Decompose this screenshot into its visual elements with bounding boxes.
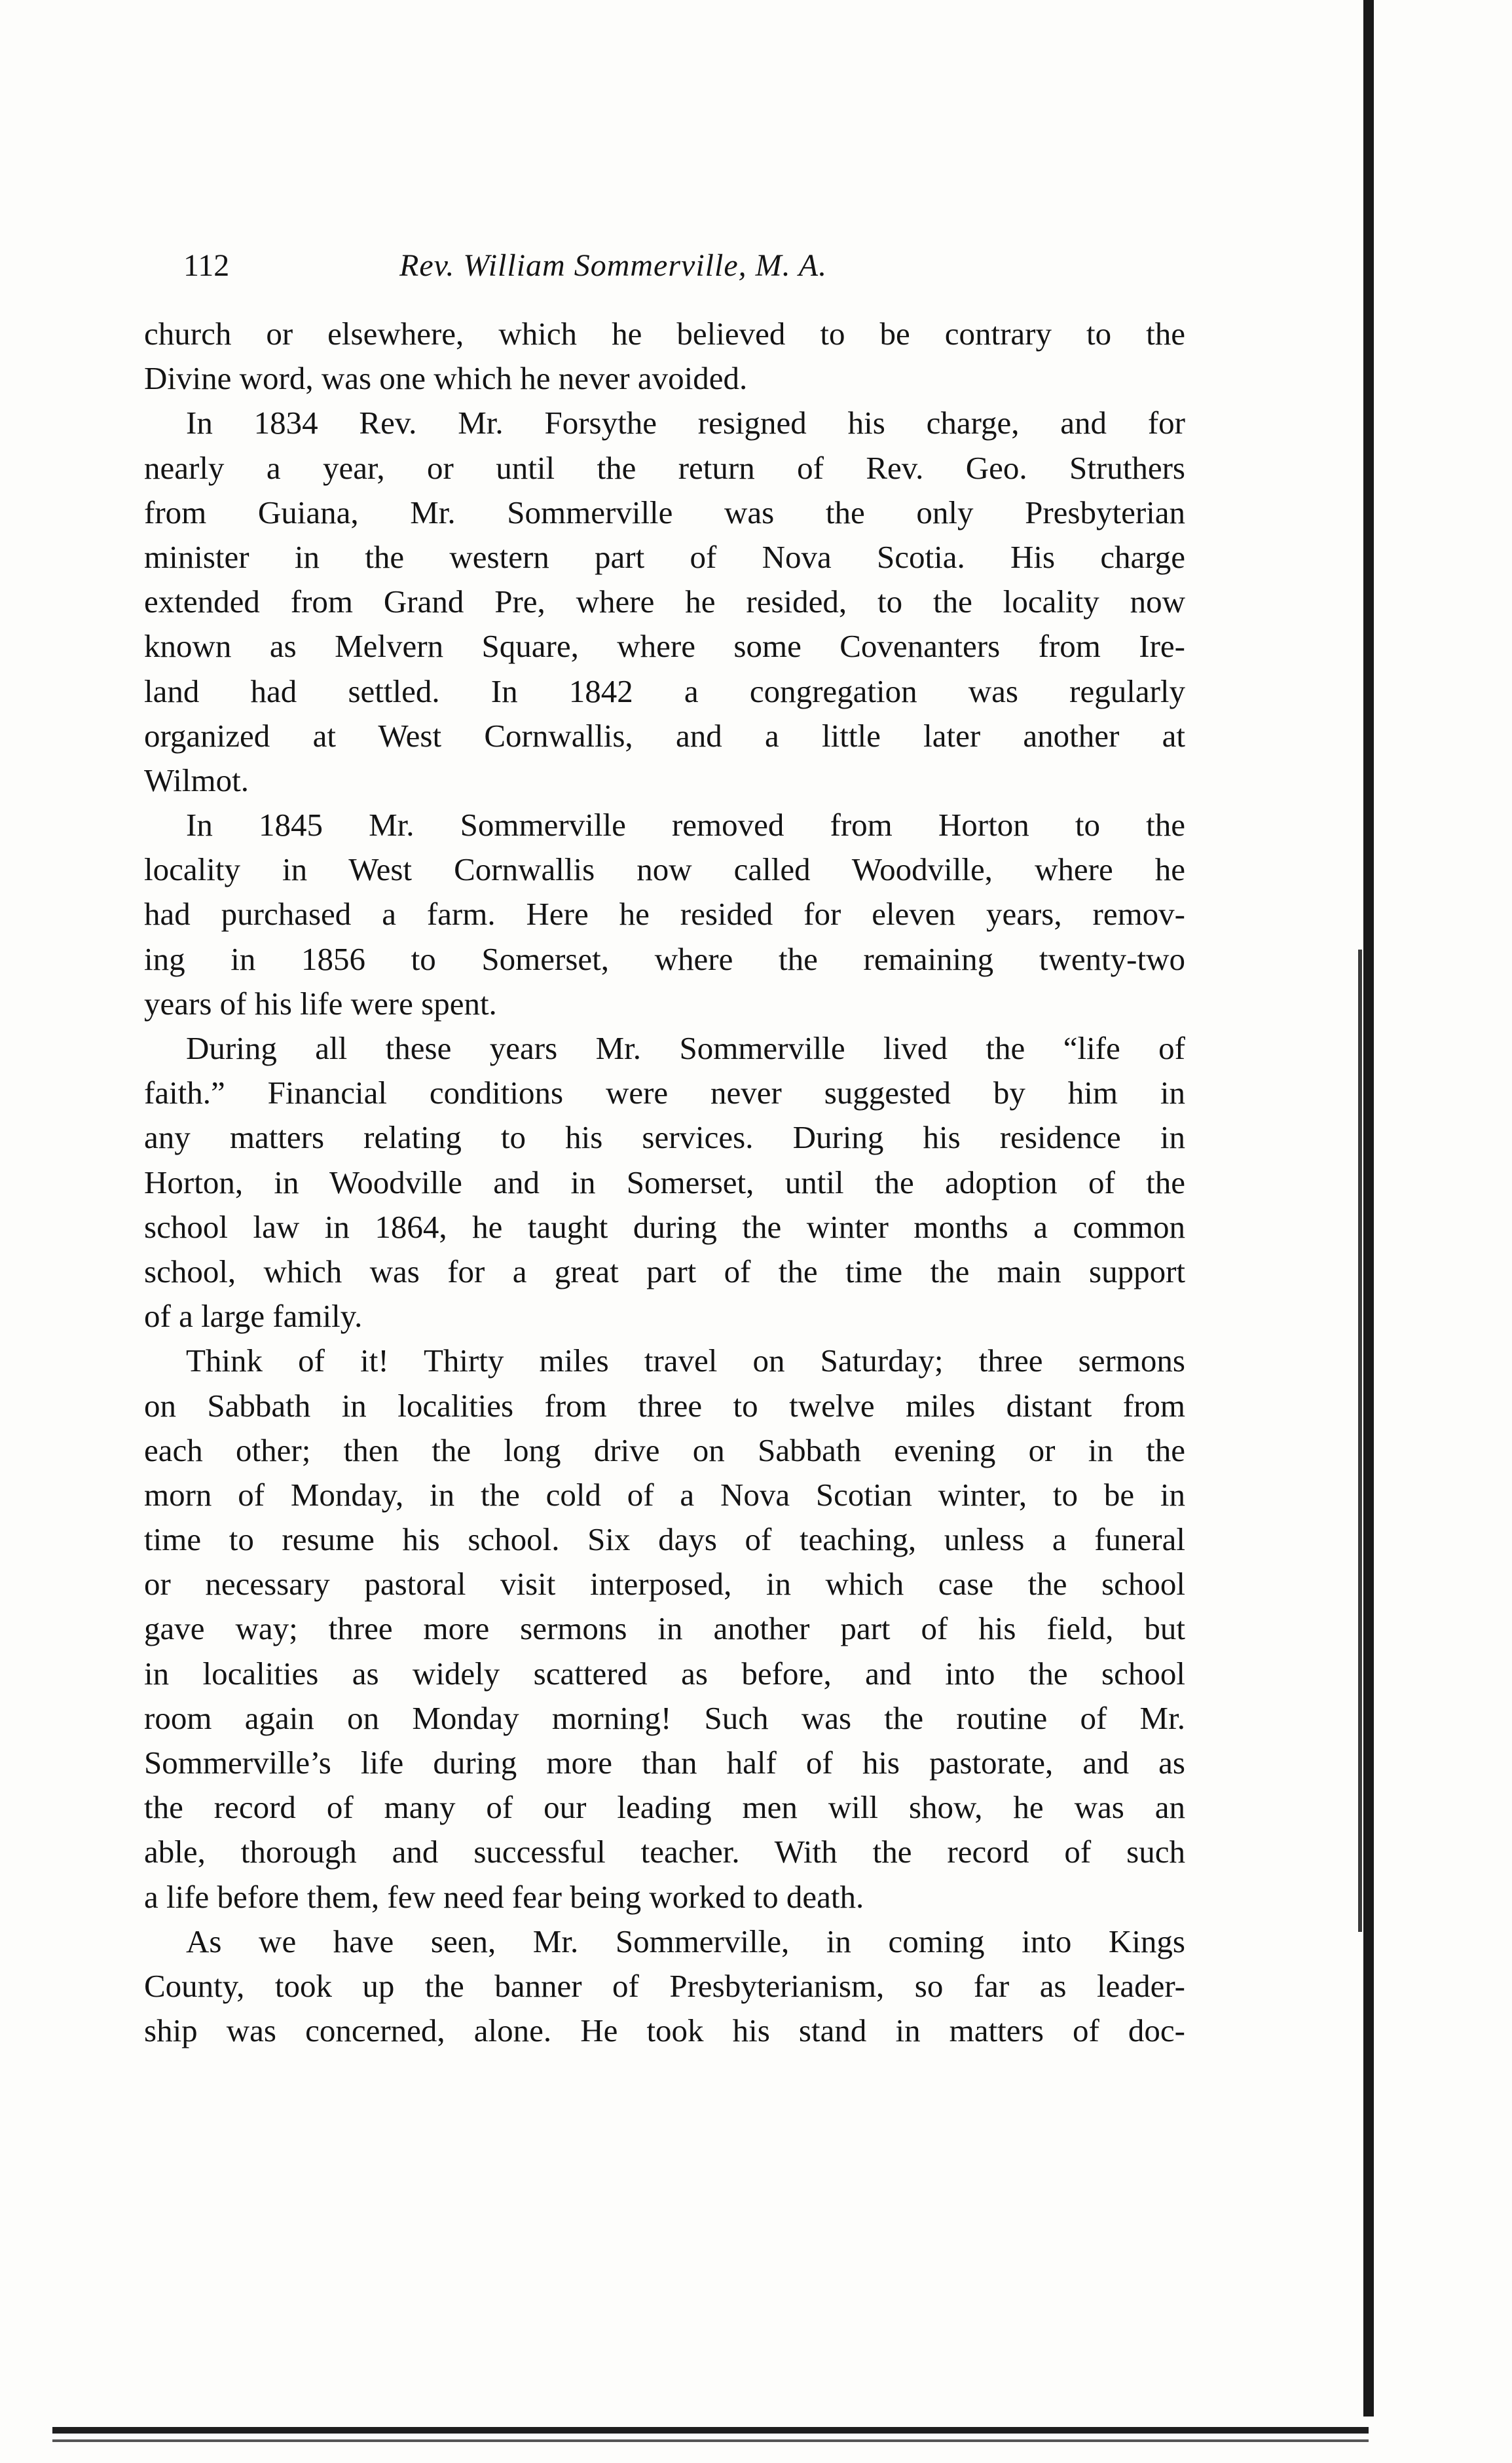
- text-line: on Sabbath in localities from three to twelve miles distant from: [144, 1387, 1185, 1424]
- text-line: minister in the western part of Nova Scotia. His charge: [144, 538, 1185, 575]
- text-line: known as Melvern Square, where some Covenanters from Ire-: [144, 628, 1185, 665]
- text-line: Horton, in Woodville and in Somerset, until the adoption of the: [144, 1164, 1185, 1200]
- text-line: Divine word, was one which he never avoided.: [144, 360, 748, 397]
- text-line: In 1834 Rev. Mr. Forsythe resigned his charge, and for: [186, 405, 1185, 441]
- text-line: ing in 1856 to Somerset, where the remaining twenty-two: [144, 940, 1185, 977]
- page-edge-shadow-bottom-inner: [52, 2439, 1369, 2442]
- text-line: Sommerville’s life during more than half of his pastorate, and as: [144, 1745, 1185, 1781]
- text-line: time to resume his school. Six days of teaching, unless a funeral: [144, 1521, 1185, 1558]
- text-line: As we have seen, Mr. Sommerville, in coming into Kings: [186, 1923, 1185, 1959]
- text-line: school law in 1864, he taught during the winter months a common: [144, 1208, 1185, 1245]
- text-line: locality in West Cornwallis now called Woodville, where he: [144, 851, 1185, 888]
- text-line: During all these years Mr. Sommerville lived the “life of: [186, 1030, 1185, 1066]
- text-line: any matters relating to his services. During his residence in: [144, 1119, 1185, 1156]
- text-line: extended from Grand Pre, where he resided, to the locality now: [144, 583, 1185, 620]
- page-header: [183, 248, 1205, 293]
- text-line: County, took up the banner of Presbyterianism, so far as leader-: [144, 1967, 1185, 2004]
- text-line: Wilmot.: [144, 762, 249, 798]
- page-number: 112: [183, 248, 230, 283]
- text-line: land had settled. In 1842 a congregation was regularly: [144, 673, 1185, 709]
- text-line: school, which was for a great part of the time the main support: [144, 1253, 1185, 1289]
- text-line: each other; then the long drive on Sabbath evening or in the: [144, 1432, 1185, 1468]
- text-line: able, thorough and successful teacher. With the record of such: [144, 1834, 1185, 1870]
- text-line: faith.” Financial conditions were never suggested by him in: [144, 1075, 1185, 1111]
- text-line: nearly a year, or until the return of Rev. Geo. Struthers: [144, 449, 1185, 486]
- text-line: Think of it! Thirty miles travel on Saturday; three sermons: [186, 1343, 1185, 1379]
- text-line: in localities as widely scattered as before, and into the school: [144, 1655, 1185, 1692]
- text-line: In 1845 Mr. Sommerville removed from Horton to the: [186, 807, 1185, 843]
- body-text: [144, 312, 1185, 2053]
- text-line: church or elsewhere, which he believed to be contrary to the: [144, 316, 1185, 352]
- text-line: gave way; three more sermons in another part of his field, but: [144, 1610, 1185, 1647]
- text-line: morn of Monday, in the cold of a Nova Scotian winter, to be in: [144, 1476, 1185, 1513]
- text-line: or necessary pastoral visit interposed, in which case the school: [144, 1566, 1185, 1602]
- text-line: years of his life were spent.: [144, 985, 497, 1022]
- text-line: from Guiana, Mr. Sommerville was the only Presbyterian: [144, 494, 1185, 530]
- text-line: had purchased a farm. Here he resided for eleven years, remov-: [144, 896, 1185, 933]
- text-line: the record of many of our leading men will show, he was an: [144, 1789, 1185, 1826]
- text-line: a life before them, few need fear being worked to death.: [144, 1878, 864, 1915]
- running-head: Rev. William Sommerville, M. A.: [399, 248, 828, 283]
- text-line: ship was concerned, alone. He took his stand in matters of doc-: [144, 2012, 1185, 2049]
- page-edge-shadow-right-inner: [1358, 950, 1362, 1932]
- page-edge-shadow-bottom: [52, 2427, 1369, 2434]
- text-line: room again on Monday morning! Such was the routine of Mr.: [144, 1699, 1185, 1736]
- page-edge-shadow-right: [1363, 0, 1374, 2417]
- text-line: of a large family.: [144, 1298, 363, 1335]
- text-line: organized at West Cornwallis, and a little later another at: [144, 717, 1185, 754]
